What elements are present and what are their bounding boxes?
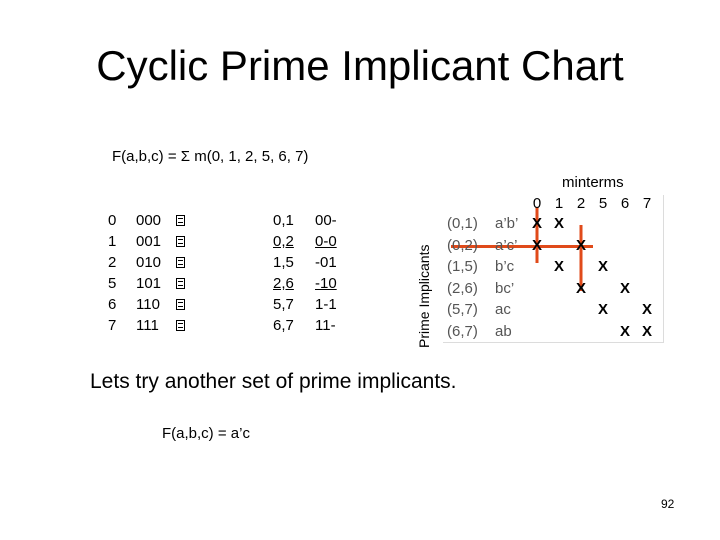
minterm-binary: 001 bbox=[136, 233, 162, 250]
pair-value: 00- bbox=[315, 212, 337, 229]
prime-implicant-chart bbox=[443, 195, 664, 343]
minterm-binary: 000 bbox=[136, 212, 162, 229]
pair-value: -10 bbox=[315, 275, 337, 292]
chart-row-implicant: a’b’ bbox=[495, 215, 519, 232]
chart-column-header: 2 bbox=[576, 195, 586, 212]
function-definition: F(a,b,c) = Σ m(0, 1, 2, 5, 6, 7) bbox=[112, 148, 309, 165]
checkmark-icon bbox=[176, 215, 185, 226]
minterm-table bbox=[108, 210, 185, 336]
chart-row-implicant: ab bbox=[495, 322, 512, 340]
chart-row-label bbox=[447, 301, 511, 318]
pair-row bbox=[273, 273, 355, 294]
checkmark-icon bbox=[176, 320, 185, 331]
chart-row-label bbox=[447, 236, 518, 254]
minterm-row bbox=[108, 252, 185, 273]
coverage-x-mark: X bbox=[553, 215, 564, 232]
minterm-binary: 101 bbox=[136, 275, 162, 292]
coverage-x-mark: X bbox=[641, 301, 652, 318]
minterms-axis-label: minterms bbox=[562, 174, 624, 191]
minterm-row bbox=[108, 315, 185, 336]
page-number: 92 bbox=[661, 497, 675, 511]
checkmark-icon bbox=[176, 278, 185, 289]
coverage-x-mark: X bbox=[597, 301, 608, 318]
chart-row-minterms: (6,7) bbox=[447, 322, 478, 340]
chart-row-minterms: (0,1) bbox=[447, 215, 478, 232]
pair-table bbox=[273, 210, 355, 336]
pair-row bbox=[273, 231, 355, 252]
chart-row-label bbox=[447, 215, 519, 232]
checkmark-icon bbox=[176, 257, 185, 268]
checkmark-icon bbox=[176, 299, 185, 310]
pair-minterms: 6,7 bbox=[273, 317, 294, 334]
chart-row-minterms: (5,7) bbox=[447, 301, 478, 318]
pair-value: 1-1 bbox=[315, 296, 337, 313]
pair-row bbox=[273, 315, 355, 336]
chart-column-header: 0 bbox=[532, 195, 542, 212]
coverage-x-mark: X bbox=[619, 322, 630, 340]
chart-row-implicant: bc’ bbox=[495, 279, 515, 297]
bottom-note: Lets try another set of prime implicants. bbox=[90, 370, 457, 393]
coverage-x-mark: X bbox=[575, 236, 586, 254]
minterm-number: 0 bbox=[108, 212, 117, 229]
function-result: F(a,b,c) = a’c bbox=[162, 425, 250, 442]
chart-row-implicant: b’c bbox=[495, 258, 515, 275]
chart-column-header: 5 bbox=[598, 195, 608, 212]
coverage-x-mark: X bbox=[641, 322, 652, 340]
minterm-number: 7 bbox=[108, 317, 117, 334]
chart-row-label bbox=[447, 279, 515, 297]
chart-row-implicant: ac bbox=[495, 301, 511, 318]
pair-minterms: 1,5 bbox=[273, 254, 294, 271]
pair-value: -01 bbox=[315, 254, 337, 271]
coverage-x-mark: X bbox=[619, 279, 630, 297]
chart-row-label bbox=[447, 322, 512, 340]
minterm-binary: 111 bbox=[136, 317, 159, 334]
minterm-number: 2 bbox=[108, 254, 117, 271]
coverage-x-mark: X bbox=[597, 258, 608, 275]
minterm-number: 1 bbox=[108, 233, 117, 250]
chart-row-implicant: a’c’ bbox=[495, 236, 518, 254]
chart-row-minterms: (2,6) bbox=[447, 279, 478, 297]
slide-title: Cyclic Prime Implicant Chart bbox=[96, 42, 624, 89]
coverage-x-mark: X bbox=[575, 279, 586, 297]
minterm-row bbox=[108, 294, 185, 315]
pair-minterms: 5,7 bbox=[273, 296, 294, 313]
minterm-row bbox=[108, 231, 185, 252]
pair-minterms: 0,2 bbox=[273, 233, 294, 250]
minterm-number: 5 bbox=[108, 275, 117, 292]
pair-row bbox=[273, 210, 355, 231]
pair-value: 11- bbox=[315, 317, 336, 334]
chart-row-minterms: (0,2) bbox=[447, 236, 478, 254]
minterm-binary: 110 bbox=[136, 296, 160, 313]
chart-column-header: 6 bbox=[620, 195, 630, 212]
minterm-number: 6 bbox=[108, 296, 117, 313]
chart-column-header: 1 bbox=[554, 195, 564, 212]
minterm-binary: 010 bbox=[136, 254, 162, 271]
pair-minterms: 2,6 bbox=[273, 275, 294, 292]
coverage-x-mark: X bbox=[553, 258, 564, 275]
coverage-x-mark: X bbox=[531, 215, 542, 232]
minterm-row bbox=[108, 273, 185, 294]
minterm-row bbox=[108, 210, 185, 231]
checkmark-icon bbox=[176, 236, 185, 247]
chart-row-minterms: (1,5) bbox=[447, 258, 478, 275]
coverage-x-mark: X bbox=[531, 236, 542, 254]
chart-row-label bbox=[447, 258, 515, 275]
pair-value: 0-0 bbox=[315, 233, 337, 250]
prime-implicants-axis-label: Prime Implicants bbox=[416, 244, 432, 348]
pair-row bbox=[273, 294, 355, 315]
chart-column-header: 7 bbox=[642, 195, 652, 212]
pair-row bbox=[273, 252, 355, 273]
pair-minterms: 0,1 bbox=[273, 212, 294, 229]
